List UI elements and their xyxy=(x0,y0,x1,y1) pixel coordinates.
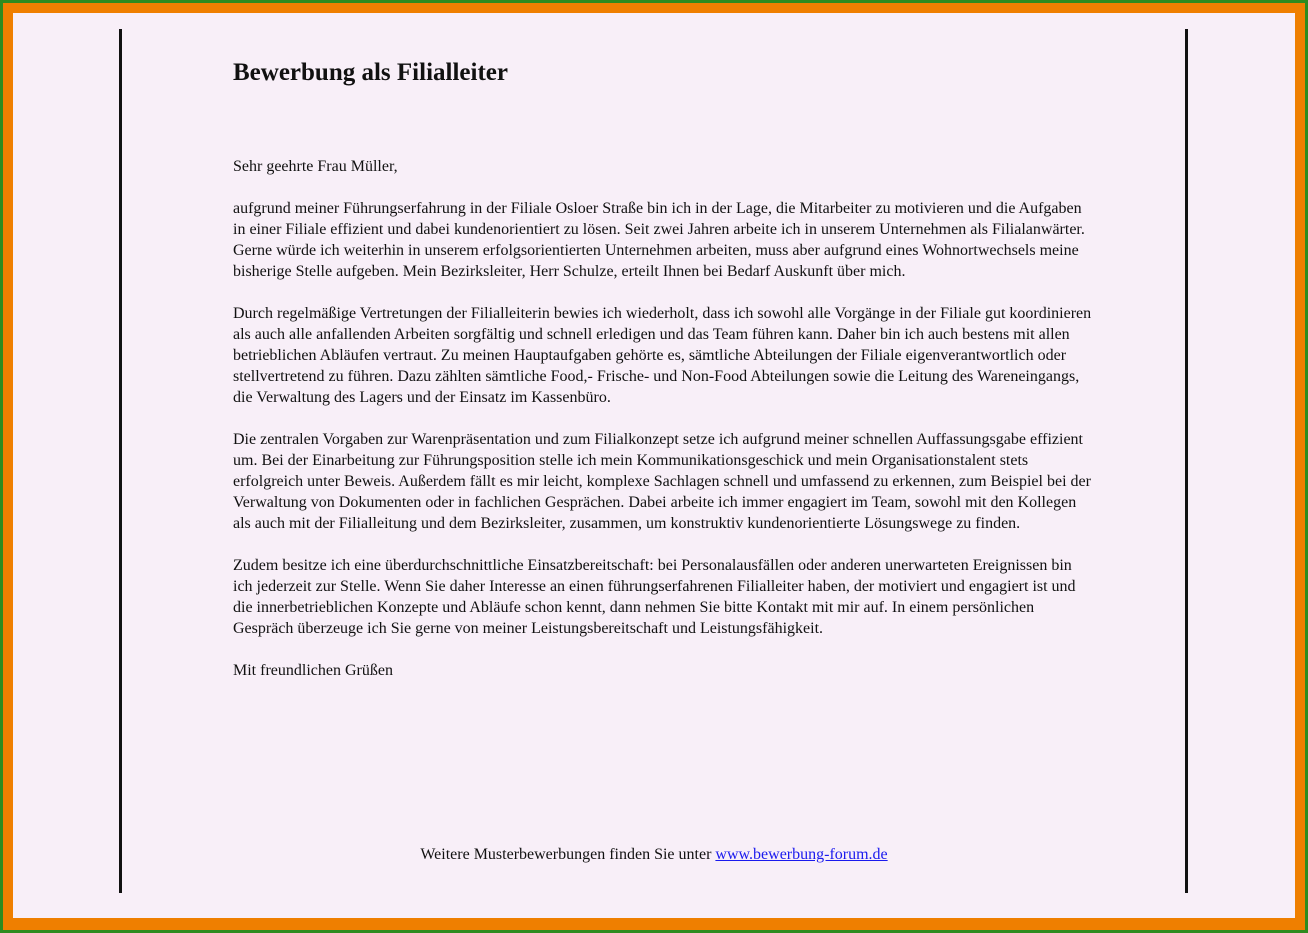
letter-page xyxy=(13,13,1295,918)
footer-note xyxy=(13,844,1295,865)
paragraph-2: Durch regelmäßige Vertretungen der Filialleiterin bewies ich wiederholt, dass ich sowohl alle Vorgänge in der Filiale gut koordinieren als auch alle anfallenden Arbeiten sorgfältig und schnell erledigen und das Team führen kann. Daher bin ich auch bestens mit allen betrieblichen Abläufen vertraut. Zu meinen Hauptaufgaben gehörte es, sämtliche Abteilungen der Filiale eigenverantwortlich oder stellvertretend zu führen. Dazu zählten sämtliche Food,- Frische- und Non-Food Abteilungen sowie die Leitung des Wareneingangs, die Verwaltung des Lagers und der Einsatz im Kassenbüro. xyxy=(233,305,1092,406)
letter-content xyxy=(233,57,1093,681)
paragraph-3: Die zentralen Vorgaben zur Warenpräsentation und zum Filialkonzept setze ich aufgrund meiner schnellen Auffassungsgabe effizient um. Bei der Einarbeitung zur Führungsposition stelle ich mein Kommunikationsgeschick und mein Organisationstalent stets erfolgreich unter Beweis. Außerdem fällt es mir leicht, komplexe Sachlagen schnell und umfassend zu erkennen, zum Beispiel bei der Verwaltung von Dokumenten oder in fachlichen Gesprächen. Dabei arbeite ich immer engagiert im Team, sowohl mit den Kollegen als auch mit der Filialleitung und dem Bezirksleiter, zusammen, um konstruktiv kundenorientierte Lösungswege zu finden. xyxy=(233,431,1091,532)
paragraph-4: Zudem besitze ich eine überdurchschnittliche Einsatzbereitschaft: bei Personalausfällen oder anderen unerwarteten Ereignissen bin ich jederzeit zur Stelle. Wenn Sie daher Interesse an einen führungserfahrenen Filialleiter haben, der motiviert und engagiert ist und die innerbetrieblichen Konzepte und Abläufe schon kennt, dann nehmen Sie bitte Kontakt mit mir auf. In einem persönlichen Gespräch überzeuge ich Sie gerne von meiner Leistungsbereitschaft und Leistungsfähigkeit. xyxy=(233,557,1076,637)
closing-line: Mit freundlichen Grüßen xyxy=(233,662,393,679)
left-margin-rule xyxy=(119,29,122,893)
letter-title: Bewerbung als Filialleiter xyxy=(233,59,508,86)
right-margin-rule xyxy=(1185,29,1188,893)
footer-text: Weitere Musterbewerbungen finden Sie unter xyxy=(420,846,712,863)
salutation: Sehr geehrte Frau Müller, xyxy=(233,158,398,175)
paragraph-1: aufgrund meiner Führungserfahrung in der Filiale Osloer Straße bin ich in der Lage, die Mitarbeiter zu motivieren und die Aufgaben in einer Filiale effizient und dabei kundenorientiert zu lösen. Seit zwei Jahren arbeite ich in unserem Unternehmen als Filialanwärter. Gerne würde ich weiterhin in unserem erfolgsorientierten Unternehmen arbeiten, muss aber aufgrund eines Wohnortwechsels meine bisherige Stelle aufgeben. Mein Bezirksleiter, Herr Schulze, erteilt Ihnen bei Bedarf Auskunft über mich. xyxy=(233,200,1085,280)
footer-link[interactable]: www.bewerbung-forum.de xyxy=(715,846,888,863)
